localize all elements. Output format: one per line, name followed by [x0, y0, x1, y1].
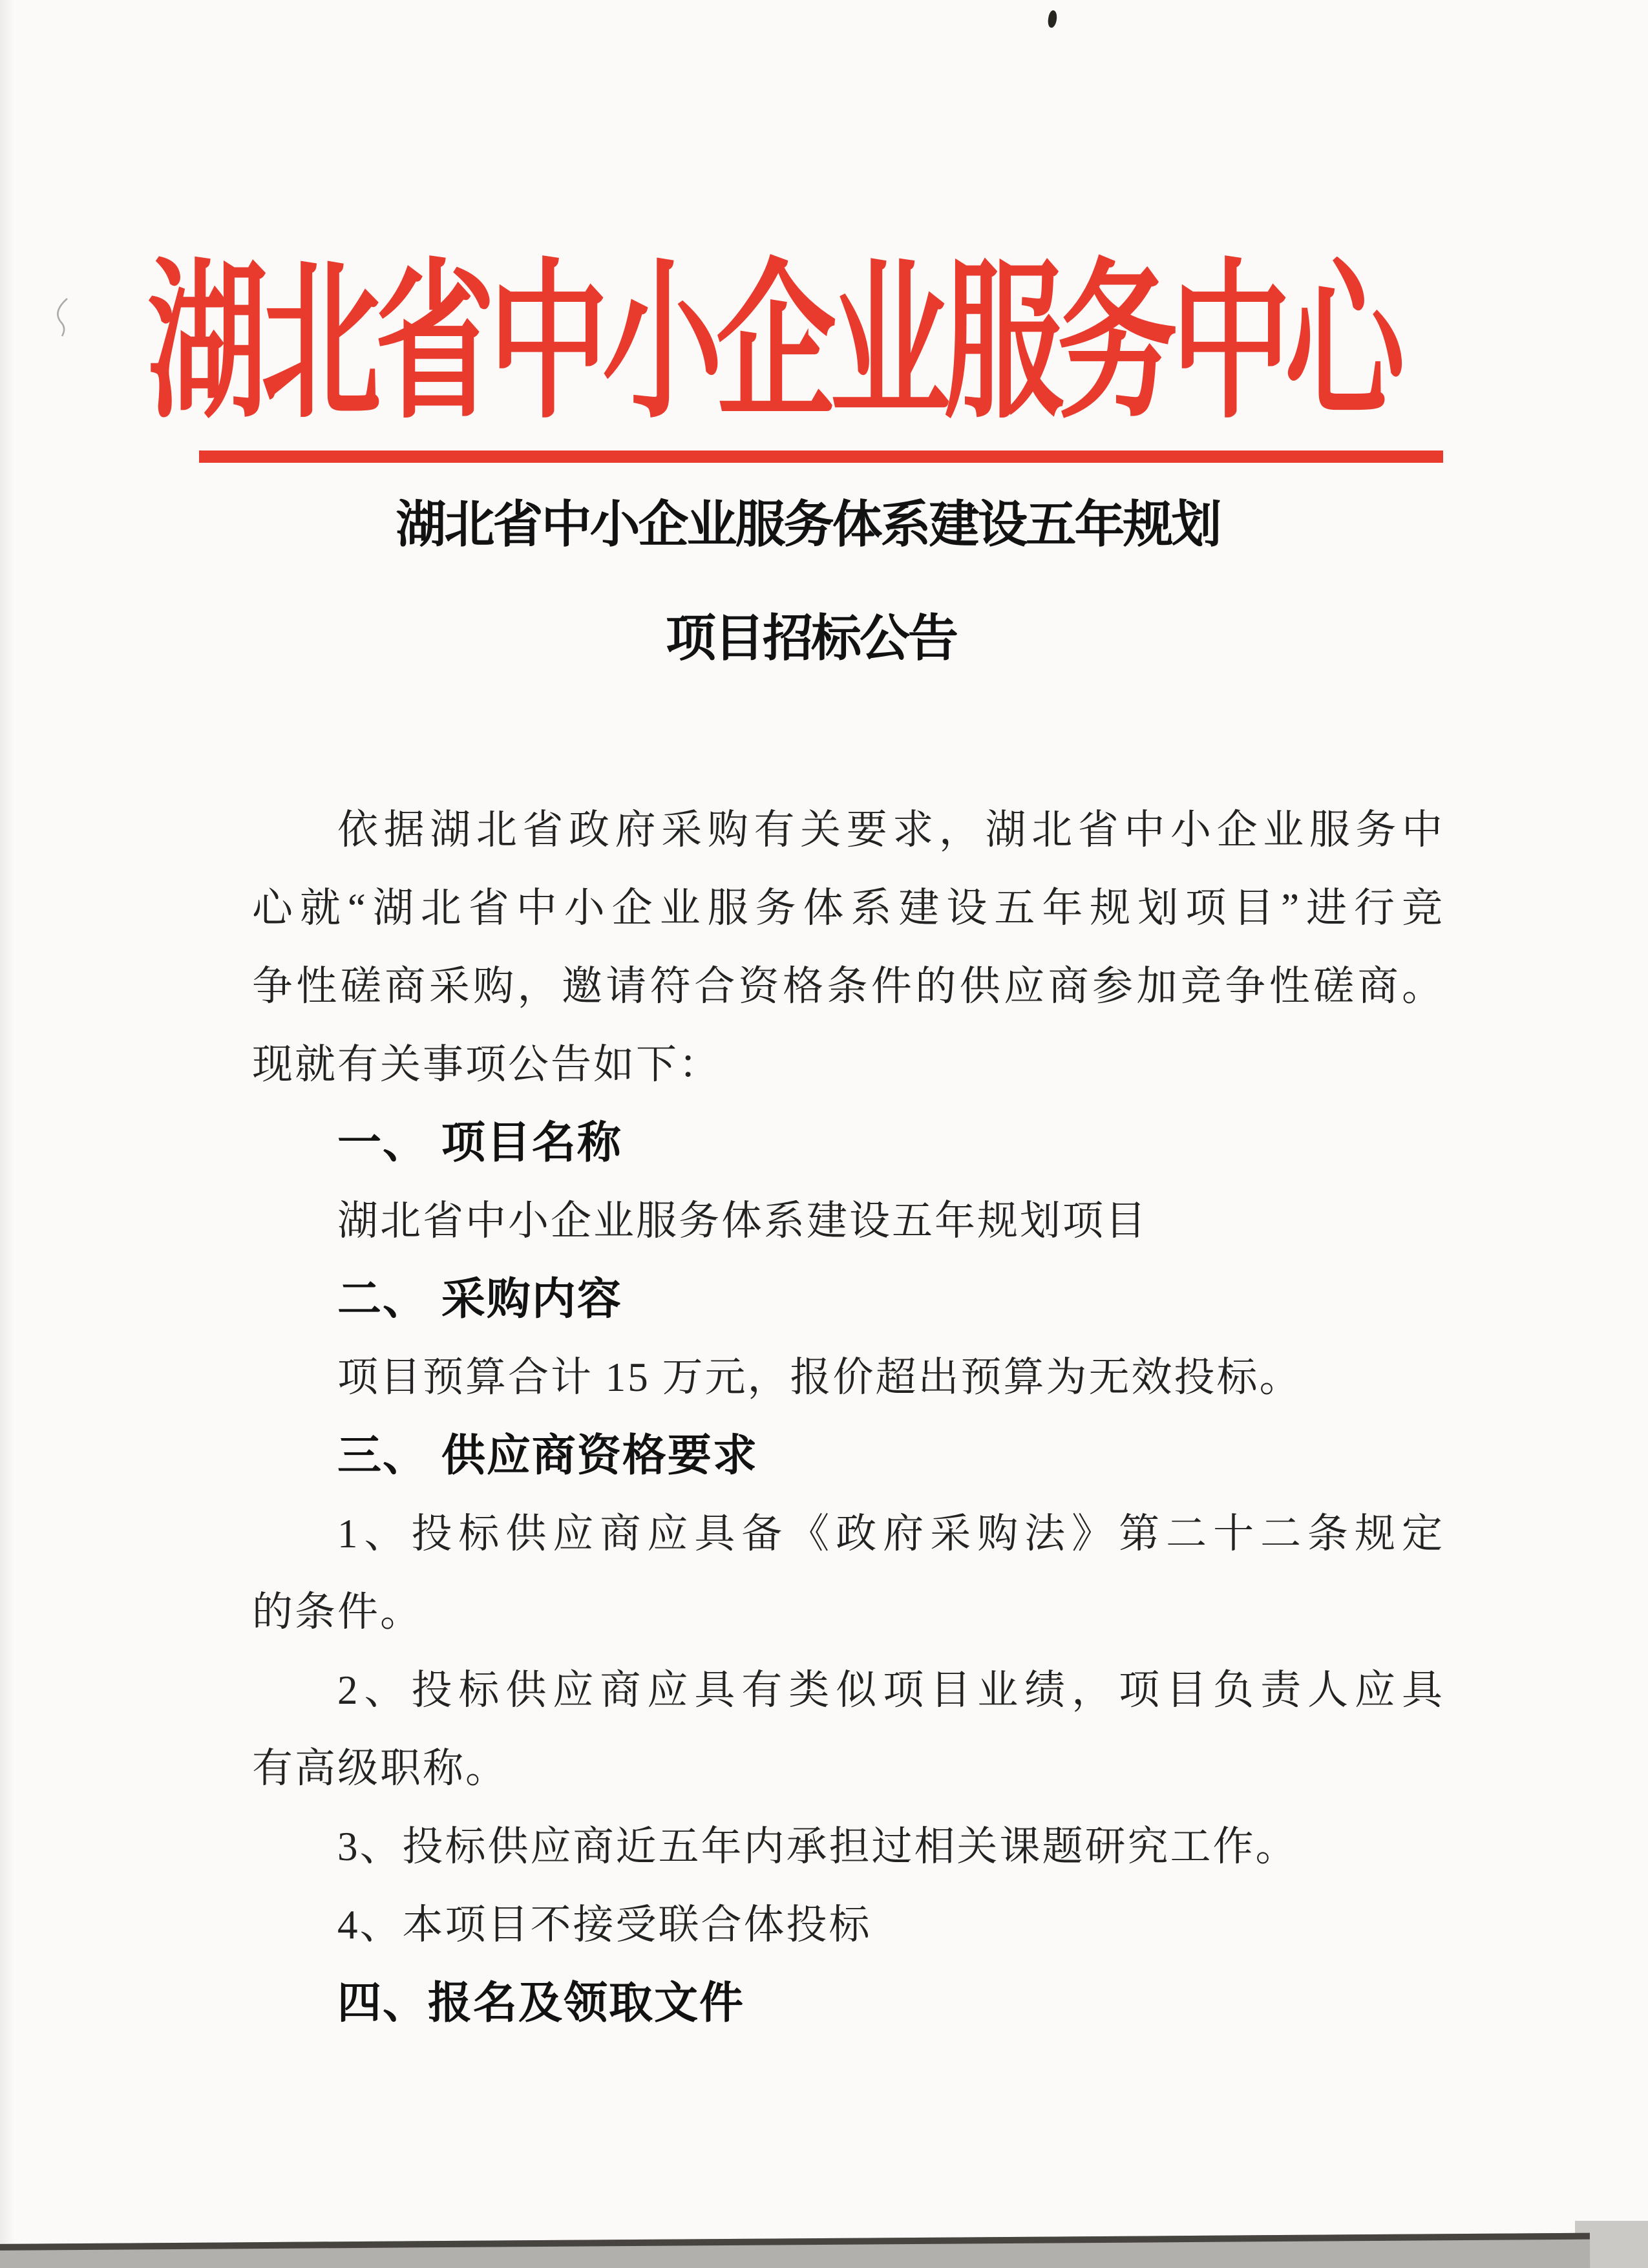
section-3-item-3: 3、投标供应商近五年内承担过相关课题研究工作。: [337, 1824, 1298, 1869]
intro-line-2: 心就“湖北省中小企业服务体系建设五年规划项目”进行竞: [252, 885, 1444, 931]
intro-line-3: 争性磋商采购，邀请符合资格条件的供应商参加竞争性磋商。: [252, 964, 1444, 1009]
section-3-item-1-line-1: 1、投标供应商应具备《政府采购法》第二十二条规定: [337, 1511, 1444, 1556]
section-3-item-2-line-1: 2、投标供应商应具有类似项目业绩，项目负责人应具: [337, 1668, 1444, 1713]
document-title-line1: 湖北省中小企业服务体系建设五年规划: [396, 496, 1220, 553]
page-bottom-edge: [0, 2233, 1590, 2268]
document-body: [252, 791, 1444, 2042]
letterhead-rule: [199, 450, 1443, 463]
section-1-body: 湖北省中小企业服务体系建设五年规划项目: [337, 1198, 1148, 1244]
intro-line-1: 依据湖北省政府采购有关要求，湖北省中小企业服务中: [337, 807, 1444, 853]
section-3-item-4: 4、本项目不接受联合体投标: [337, 1902, 872, 1947]
section-3-item-1-line-2: 的条件。: [252, 1589, 423, 1635]
document-title-line2: 项目招标公告: [665, 610, 956, 666]
scan-speck-artifact: [1047, 10, 1058, 28]
letterhead-title: 湖北省中小企业服务中心: [147, 249, 1399, 440]
section-4-heading: 四、报名及领取文件: [337, 1978, 745, 2028]
section-3-item-2-line-2: 有高级职称。: [252, 1746, 508, 1791]
section-3-heading: 三、 供应商资格要求: [337, 1431, 758, 1480]
section-2-heading: 二、 采购内容: [337, 1275, 622, 1324]
section-2-body: 项目预算合计 15 万元，报价超出预算为无效投标。: [337, 1355, 1302, 1400]
section-1-heading: 一、 项目名称: [337, 1118, 622, 1167]
intro-line-4: 现就有关事项公告如下：: [252, 1042, 721, 1087]
